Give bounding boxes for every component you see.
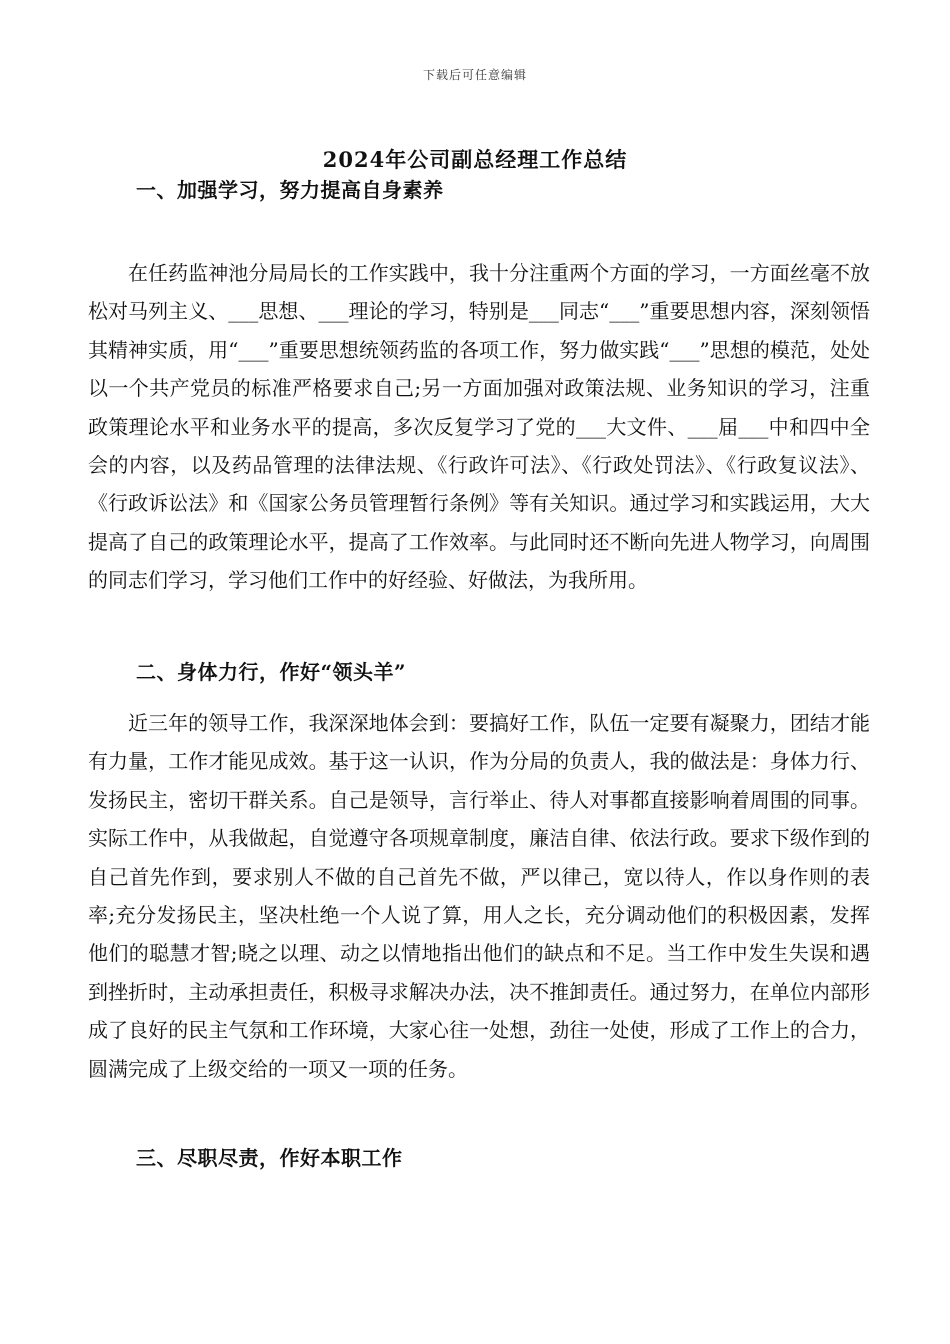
section-heading-3: 三、尽职尽责，作好本职工作 (136, 1146, 403, 1170)
section-paragraph-1: 在任药监神池分局局长的工作实践中，我十分注重两个方面的学习，一方面丝毫不放松对马列主义、___思想、___理论的学习，特别是___同志“___”重要思想内容，深刻领悟其精神实质，用“___”重要思想统领药监的各项工作，努力做实践“___”思想的模范，处处以一个共产党员的标准严格要求自己;另一方面加强对政策法规、业务知识的学习，注重政策理论水平和业务水平的提高，多次反复学习了党的___大文件、___届___中和四中全会的内容，以及药品管理的法律法规、《行政许可法》、《行政处罚法》、《行政复议法》、《行政诉讼法》和《国家公务员管理暂行条例》等有关知识。通过学习和实践运用，大大提高了自己的政策理论水平，提高了工作效率。与此同时还不断向先进人物学习，向周围的同志们学习，学习他们工作中的好经验、好做法，为我所用。 (88, 261, 870, 593)
document-title: 2024年公司副总经理工作总结 (322, 147, 628, 172)
section-heading-2: 二、身体力行，作好“领头羊” (136, 660, 407, 684)
section-heading-1: 一、加强学习，努力提高自身素养 (136, 178, 444, 202)
page-header-note: 下载后可任意编辑 (422, 68, 527, 82)
section-paragraph-2: 近三年的领导工作，我深深地体会到：要搞好工作，队伍一定要有凝聚力，团结才能有力量，工作才能见成效。基于这一认识，作为分局的负责人，我的做法是：身体力行、发扬民主，密切干群关系。自己是领导，言行举止、待人对事都直接影响着周围的同事。实际工作中，从我做起，自觉遵守各项规章制度，廉洁自律、依法行政。要求下级作到的自己首先作到，要求别人不做的自己首先不做，严以律己，宽以待人，作以身作则的表率;充分发扬民主，坚决杜绝一个人说了算，用人之长，充分调动他们的积极因素，发挥他们的聪慧才智;晓之以理、动之以情地指出他们的缺点和不足。当工作中发生失误和遇到挫折时，主动承担责任，积极寻求解决办法，决不推卸责任。通过努力，在单位内部形成了良好的民主气氛和工作环境，大家心往一处想，劲往一处使，形成了工作上的合力，圆满完成了上级交给的一项又一项的任务。 (88, 711, 870, 1081)
